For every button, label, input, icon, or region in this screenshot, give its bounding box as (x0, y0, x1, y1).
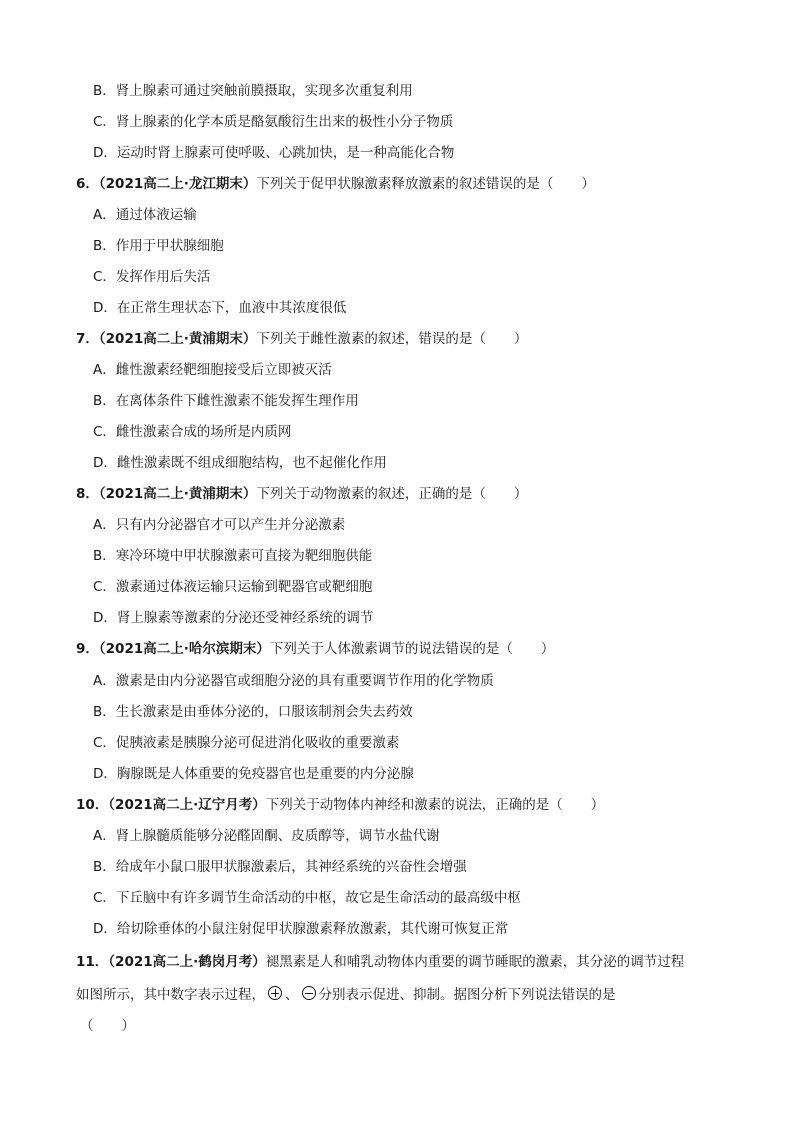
question-number: 9． (76, 641, 99, 657)
circled-plus-icon (268, 986, 282, 1000)
question-10-stem (76, 796, 604, 814)
question-open-paren: （ (80, 1018, 94, 1034)
question-9-option-c: C．促胰液素是胰腺分泌可促进消化吸收的重要激素 (93, 735, 400, 751)
question-7-option-c: C．雌性激素合成的场所是内质网 (93, 424, 292, 440)
question-6-option-d: D．在正常生理状态下，血液中其浓度很低 (93, 300, 347, 316)
question-8-option-d: D．肾上腺素等激素的分泌还受神经系统的调节 (93, 610, 374, 626)
prev-option-d: D．运动时肾上腺素可使呼吸、心跳加快，是一种高能化合物 (93, 145, 455, 161)
question-source: （2021高二上·黄浦期末） (98, 331, 257, 347)
question-6-option-c: C．发挥作用后失活 (93, 269, 211, 285)
question-6-option-b: B．作用于甲状腺细胞 (93, 238, 224, 254)
question-8-stem (76, 485, 527, 503)
question-text: 如图所示，其中数字表示过程， (76, 987, 265, 1003)
question-text: 下列关于动物体内神经和激素的说法，正确的是（ (265, 797, 563, 813)
question-7-option-b: B．在离体条件下雌性激素不能发挥生理作用 (93, 393, 359, 409)
question-text: 下列关于促甲状腺激素释放激素的叙述错误的是（ (256, 176, 554, 192)
question-close-paren: ） (513, 486, 528, 502)
question-10-option-a: A．肾上腺髓质能够分泌醛固酮、皮质醇等，调节水盐代谢 (93, 828, 440, 844)
question-source: （2021高二上·黄浦期末） (98, 486, 257, 502)
prev-option-c: C．肾上腺素的化学本质是酪氨酸衍生出来的极性小分子物质 (93, 114, 454, 130)
question-11-stem-line-1 (76, 953, 684, 971)
question-6-stem (76, 175, 595, 193)
question-source: （2021高二上·辽宁月考） (108, 797, 266, 813)
question-9-option-d: D．胸腺既是人体重要的免疫器官也是重要的内分泌腺 (93, 766, 414, 782)
question-text: 下列关于雌性激素的叙述，错误的是（ (256, 331, 486, 347)
question-number: 8． (76, 486, 99, 502)
question-text: 下列关于动物激素的叙述，正确的是（ (256, 486, 486, 502)
question-number: 7． (76, 331, 99, 347)
separator: 、 (285, 987, 299, 1003)
question-number: 6． (76, 176, 99, 192)
question-8-option-c: C．激素通过体液运输只运输到靶器官或靶细胞 (93, 579, 373, 595)
question-close-paren: ） (581, 176, 595, 192)
prev-option-b: B．肾上腺素可通过突触前膜摄取，实现多次重复利用 (93, 83, 413, 99)
question-9-stem (76, 640, 554, 658)
question-source: （2021高二上·鹤岗月考） (108, 954, 266, 970)
question-10-option-d: D．给切除垂体的小鼠注射促甲状腺激素释放激素，其代谢可恢复正常 (93, 921, 509, 937)
question-text: 下列关于人体激素调节的说法错误的是（ (269, 641, 513, 657)
question-close-paren: ） (121, 1018, 135, 1034)
question-source: （2021高二上·哈尔滨期末） (98, 641, 270, 657)
question-7-option-d: D．雌性激素既不组成细胞结构，也不起催化作用 (93, 455, 387, 471)
question-close-paren: ） (540, 641, 555, 657)
question-number: 10． (76, 797, 109, 813)
question-9-option-b: B．生长激素是由垂体分泌的，口服该制剂会失去药效 (93, 704, 413, 720)
question-11-answer-paren (80, 1017, 135, 1035)
question-9-option-a: A．激素是由内分泌器官或细胞分泌的具有重要调节作用的化学物质 (93, 673, 494, 689)
circled-minus-icon (302, 986, 316, 1000)
question-8-option-b: B．寒冷环境中甲状腺激素可直接为靶细胞供能 (93, 548, 373, 564)
question-7-option-a: A．雌性激素经靶细胞接受后立即被灭活 (93, 362, 332, 378)
question-10-option-b: B．给成年小鼠口服甲状腺激素后，其神经系统的兴奋性会增强 (93, 859, 467, 875)
question-number: 11． (76, 954, 109, 970)
question-8-option-a: A．只有内分泌器官才可以产生并分泌激素 (93, 517, 346, 533)
question-text: 分别表示促进、抑制。据图分析下列说法错误的是 (318, 987, 616, 1003)
question-10-option-c: C．下丘脑中有许多调节生命活动的中枢，故它是生命活动的最高级中枢 (93, 890, 521, 906)
question-source: （2021高二上·龙江期末） (98, 176, 257, 192)
question-7-stem (76, 330, 527, 348)
question-6-option-a: A．通过体液运输 (93, 207, 197, 223)
question-11-stem-line-2 (76, 986, 616, 1004)
question-close-paren: ） (590, 797, 605, 813)
question-close-paren: ） (513, 331, 528, 347)
question-text: 褪黑素是人和哺乳动物体内重要的调节睡眠的激素，其分泌的调节过程 (265, 954, 685, 970)
